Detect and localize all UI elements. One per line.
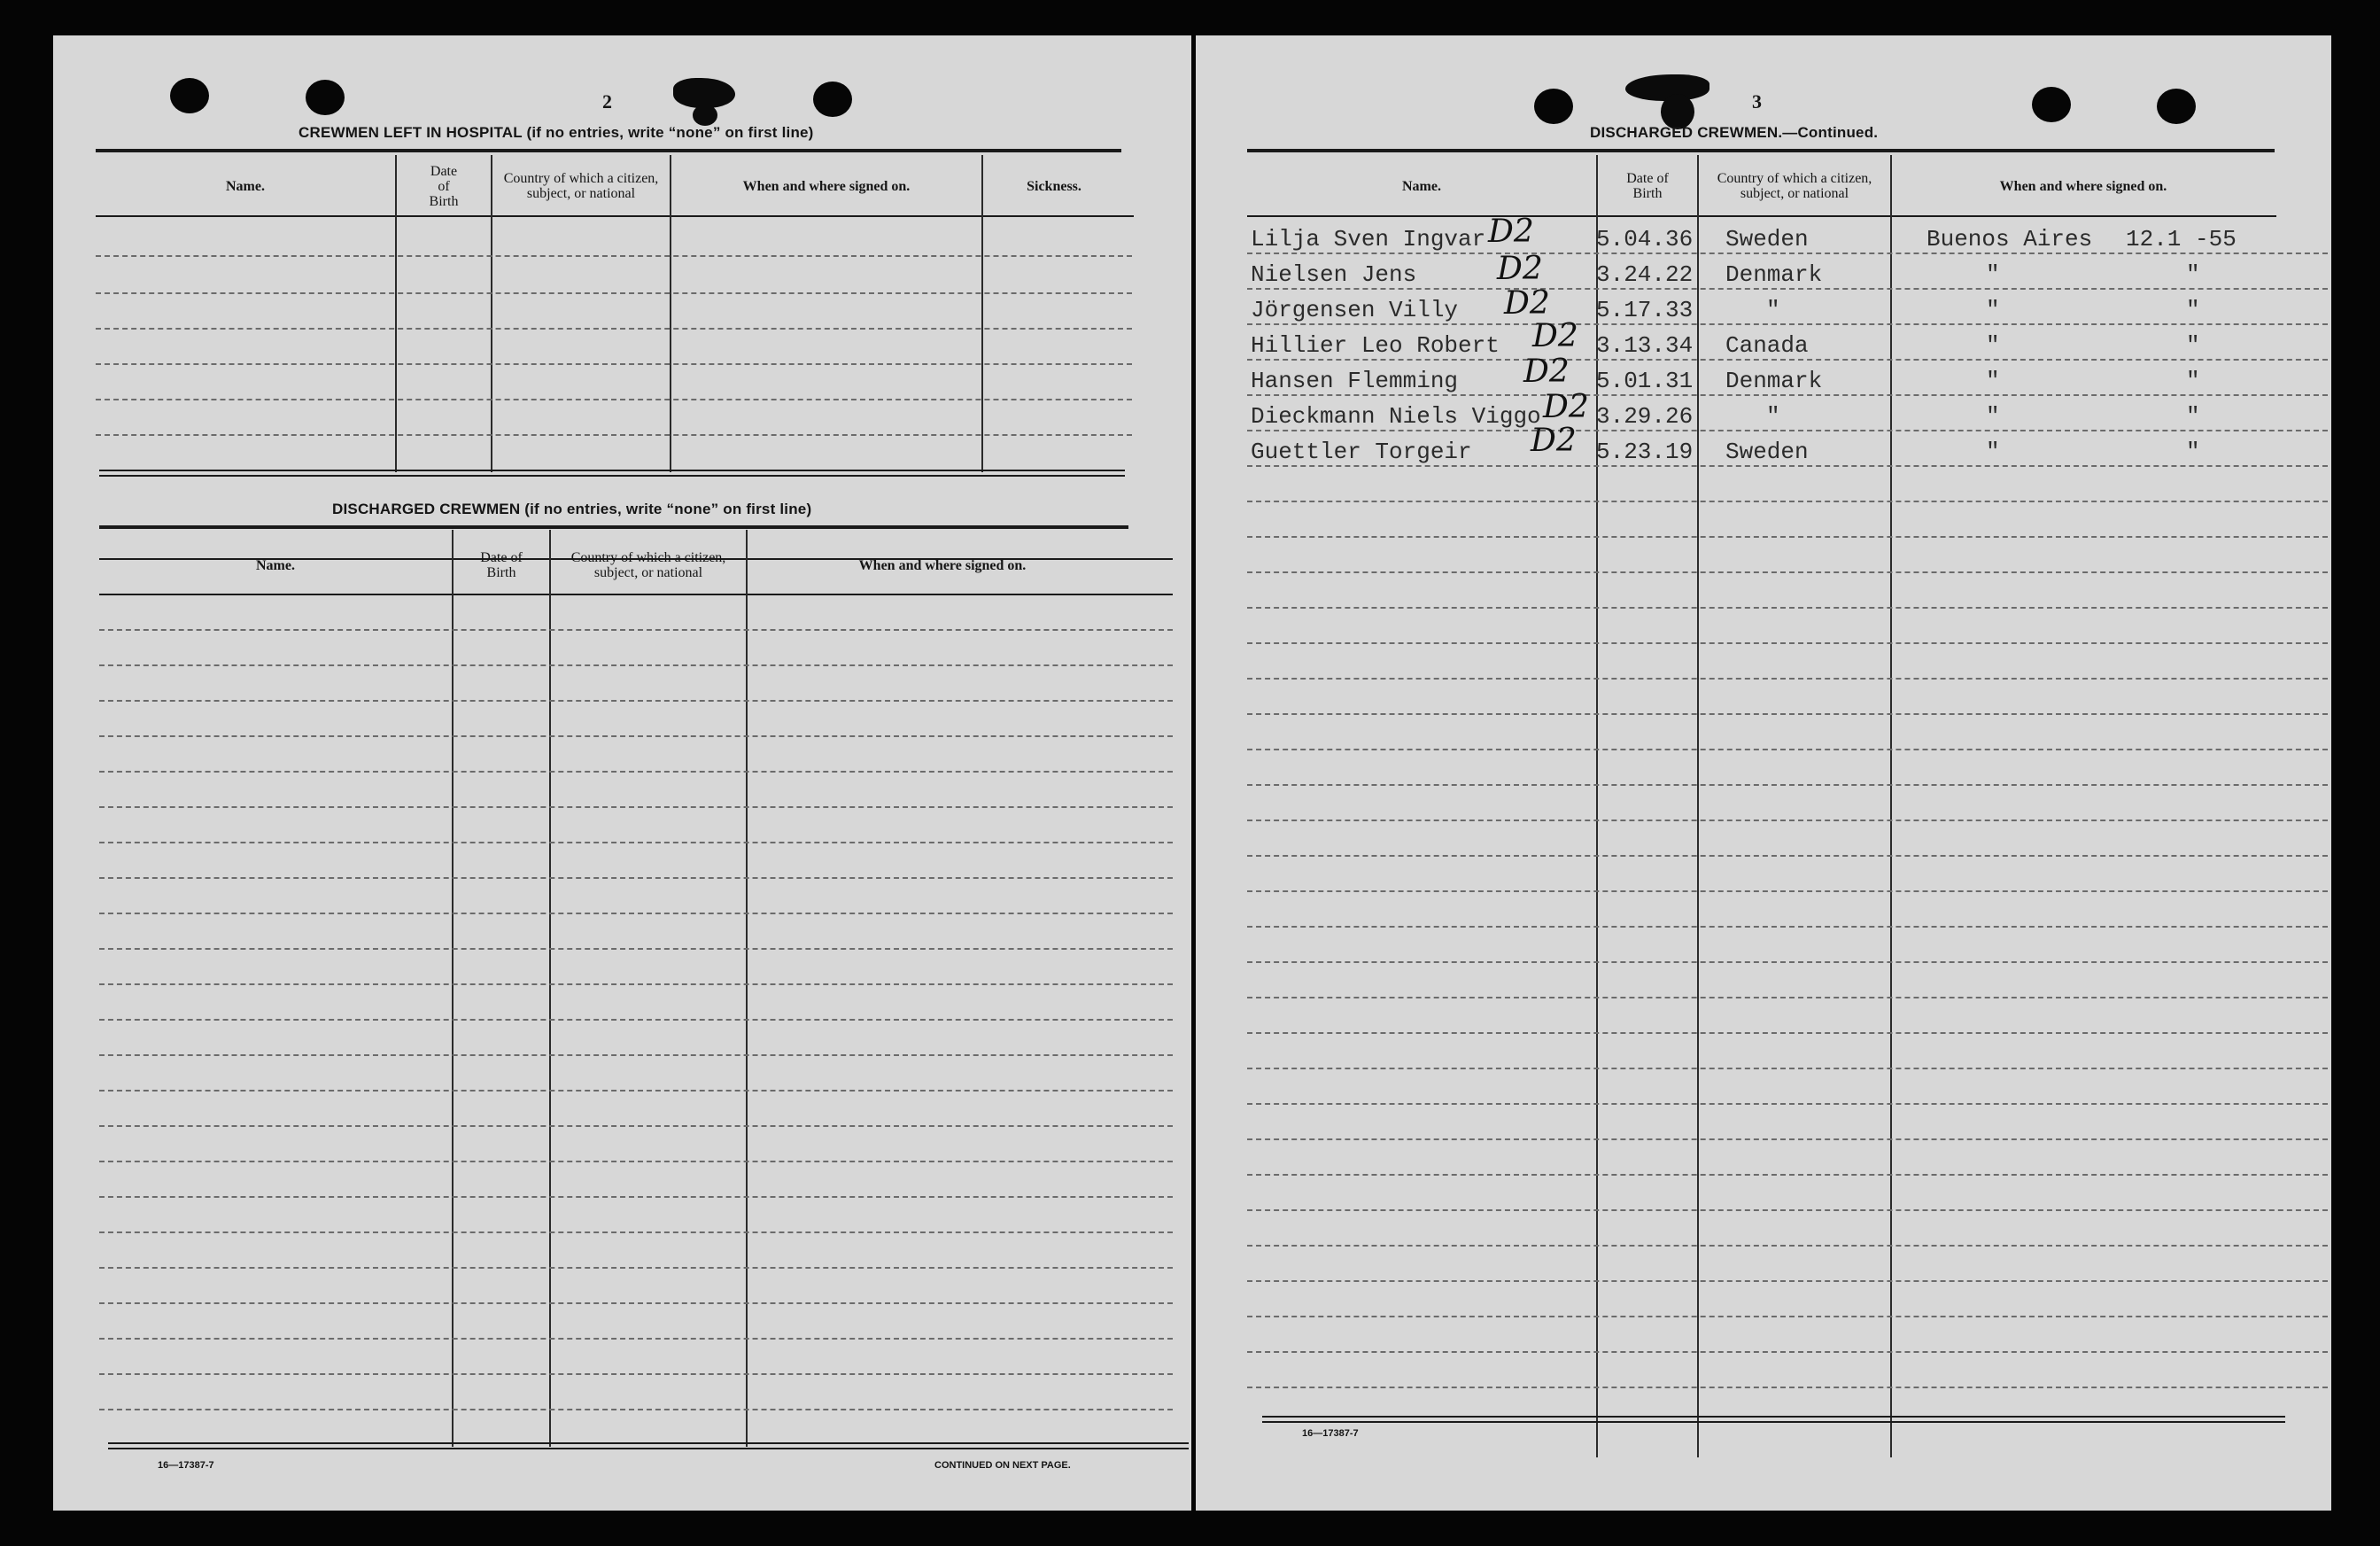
entry-line	[96, 328, 1132, 330]
col-header-sickness: Sickness.	[1027, 178, 1081, 194]
entry-line	[1247, 820, 2328, 821]
right-form-page	[1196, 35, 2331, 1511]
date-of-birth: 5.01.31	[1596, 368, 1694, 394]
entry-line	[96, 363, 1132, 365]
signed-on-place: "	[1986, 261, 2000, 288]
col-header-dob: Date of Birth	[1626, 171, 1669, 201]
hospital-section-title: CREWMEN LEFT IN HOSPITAL (if no entries, write “none” on first line)	[298, 124, 814, 141]
entry-line	[1247, 1103, 2328, 1105]
entry-line	[1247, 394, 2328, 396]
discharge-mark: D2	[1497, 251, 1543, 287]
entry-line	[1247, 749, 2328, 750]
date-of-birth: 3.29.26	[1596, 403, 1694, 430]
signed-on-date: 12.1 -55	[2126, 226, 2237, 252]
form-number: 16—17387-7	[1302, 1428, 1359, 1439]
entry-line	[99, 983, 1173, 985]
column-divider	[549, 530, 551, 1447]
signed-on-place: "	[1986, 332, 2000, 359]
col-header-country: Country of which a citizen, subject, or national	[570, 550, 726, 580]
crew-name: Guettler Torgeir	[1251, 439, 1472, 465]
discharged-section-title: DISCHARGED CREWMEN (if no entries, write “none” on first line)	[332, 501, 812, 517]
page-number: 2	[602, 90, 612, 113]
entry-line	[99, 664, 1173, 666]
table-rule	[99, 525, 1128, 529]
country: "	[1766, 403, 1780, 430]
signed-on-place: "	[1986, 297, 2000, 323]
col-header-country: Country of which a citizen, subject, or national	[1717, 171, 1872, 201]
signed-on-date: "	[2186, 368, 2200, 394]
column-divider	[1697, 155, 1699, 1457]
entry-line	[96, 434, 1132, 436]
table-rule	[99, 470, 1125, 471]
entry-line	[1247, 961, 2328, 963]
discharge-mark: D2	[1531, 423, 1577, 459]
signed-on-date: "	[2186, 332, 2200, 359]
entry-line	[1247, 607, 2328, 609]
entry-line	[99, 629, 1173, 631]
col-header-country: Country of which a citizen, subject, or national	[503, 171, 659, 201]
discharge-mark: D2	[1504, 285, 1550, 322]
col-header-signed-on: When and where signed on.	[858, 557, 1027, 573]
discharge-mark: D2	[1488, 214, 1534, 250]
signed-on-date: "	[2186, 439, 2200, 465]
page-number: 3	[1752, 90, 1762, 113]
entry-line	[1247, 1174, 2328, 1176]
col-header-dob: Date of Birth	[429, 163, 459, 209]
crew-name: Hillier Leo Robert	[1251, 332, 1500, 359]
crew-name: Nielsen Jens	[1251, 261, 1417, 288]
crew-name: Dieckmann Niels Viggo	[1251, 403, 1541, 430]
entry-line	[1247, 323, 2328, 325]
entry-line	[96, 399, 1132, 400]
col-header-signed-on: When and where signed on.	[742, 178, 911, 194]
entry-line	[1247, 890, 2328, 892]
entry-line	[1247, 997, 2328, 998]
entry-line	[1247, 1280, 2328, 1282]
entry-line	[1247, 1351, 2328, 1353]
table-rule	[96, 215, 1134, 217]
entry-line	[99, 1373, 1173, 1375]
entry-line	[1247, 1209, 2328, 1211]
entry-line	[1247, 678, 2328, 680]
country: "	[1766, 297, 1780, 323]
country: Denmark	[1725, 261, 1823, 288]
discharge-mark: D2	[1543, 389, 1589, 425]
entry-line	[99, 1338, 1173, 1340]
entry-line	[1247, 1245, 2328, 1247]
column-divider	[1890, 155, 1892, 1457]
discharge-mark: D2	[1532, 318, 1578, 354]
entry-line	[99, 806, 1173, 808]
left-form-page	[53, 35, 1191, 1511]
entry-line	[1247, 288, 2328, 290]
entry-line	[1247, 252, 2328, 254]
table-rule	[1262, 1416, 2285, 1418]
entry-line	[99, 1196, 1173, 1198]
entry-line	[1247, 642, 2328, 644]
entry-line	[1247, 855, 2328, 857]
entry-line	[1247, 1138, 2328, 1140]
entry-line	[1247, 713, 2328, 715]
date-of-birth: 5.04.36	[1596, 226, 1694, 252]
table-rule	[108, 1442, 1189, 1444]
date-of-birth: 3.24.22	[1596, 261, 1694, 288]
punch-hole	[813, 82, 852, 117]
table-rule	[1247, 215, 2276, 217]
col-header-dob: Date of Birth	[480, 550, 523, 580]
country: Sweden	[1725, 439, 1809, 465]
table-rule	[96, 149, 1121, 152]
entry-line	[99, 877, 1173, 879]
col-header-name: Name.	[256, 557, 295, 573]
crew-name: Hansen Flemming	[1251, 368, 1459, 394]
crew-name: Jörgensen Villy	[1251, 297, 1459, 323]
entry-line	[99, 1019, 1173, 1021]
entry-line	[99, 1125, 1173, 1127]
entry-line	[1247, 501, 2328, 502]
entry-line	[1247, 926, 2328, 928]
signed-on-date: "	[2186, 297, 2200, 323]
date-of-birth: 3.13.34	[1596, 332, 1694, 359]
column-divider	[452, 530, 454, 1447]
punch-hole	[306, 80, 345, 115]
col-header-signed-on: When and where signed on.	[1999, 178, 2167, 194]
entry-line	[99, 1161, 1173, 1162]
table-rule	[1247, 149, 2275, 152]
date-of-birth: 5.23.19	[1596, 439, 1694, 465]
entry-line	[99, 1231, 1173, 1233]
continued-note: CONTINUED ON NEXT PAGE.	[934, 1460, 1071, 1471]
table-rule	[108, 1448, 1189, 1449]
entry-line	[99, 913, 1173, 914]
ink-blot	[673, 78, 735, 108]
entry-line	[99, 1409, 1173, 1410]
entry-line	[1247, 359, 2328, 361]
entry-line	[1247, 465, 2328, 467]
signed-on-place: "	[1986, 439, 2000, 465]
country: Sweden	[1725, 226, 1809, 252]
country: Canada	[1725, 332, 1809, 359]
crew-name: Lilja Sven Ingvar	[1251, 226, 1486, 252]
entry-line	[99, 735, 1173, 737]
entry-line	[96, 255, 1132, 257]
country: Denmark	[1725, 368, 1823, 394]
entry-line	[1247, 1032, 2328, 1034]
entry-line	[99, 1090, 1173, 1092]
entry-line	[1247, 1068, 2328, 1069]
table-rule	[1262, 1421, 2285, 1423]
date-of-birth: 5.17.33	[1596, 297, 1694, 323]
punch-hole	[2032, 87, 2071, 122]
signed-on-place: "	[1986, 368, 2000, 394]
discharge-mark: D2	[1523, 353, 1570, 390]
entry-line	[1247, 1387, 2328, 1388]
punch-hole	[1534, 89, 1573, 124]
entry-line	[1247, 571, 2328, 573]
table-rule	[99, 475, 1125, 477]
discharged-continued-title: DISCHARGED CREWMEN.—Continued.	[1590, 124, 1879, 141]
signed-on-place: Buenos Aires	[1926, 226, 2093, 252]
entry-line	[99, 771, 1173, 773]
entry-line	[99, 700, 1173, 702]
entry-line	[1247, 1316, 2328, 1317]
column-divider	[746, 530, 748, 1447]
signed-on-place: "	[1986, 403, 2000, 430]
form-number: 16—17387-7	[158, 1460, 214, 1471]
entry-line	[96, 292, 1132, 294]
signed-on-date: "	[2186, 261, 2200, 288]
entry-line	[99, 1302, 1173, 1304]
signed-on-date: "	[2186, 403, 2200, 430]
entry-line	[1247, 536, 2328, 538]
table-rule	[99, 594, 1173, 595]
entry-line	[1247, 784, 2328, 786]
entry-line	[99, 1054, 1173, 1056]
entry-line	[99, 948, 1173, 950]
entry-line	[1247, 430, 2328, 431]
entry-line	[99, 1267, 1173, 1269]
ink-blot	[693, 105, 717, 126]
col-header-name: Name.	[226, 178, 265, 194]
entry-line	[99, 842, 1173, 843]
punch-hole	[2157, 89, 2196, 124]
col-header-name: Name.	[1402, 178, 1441, 194]
punch-hole	[170, 78, 209, 113]
